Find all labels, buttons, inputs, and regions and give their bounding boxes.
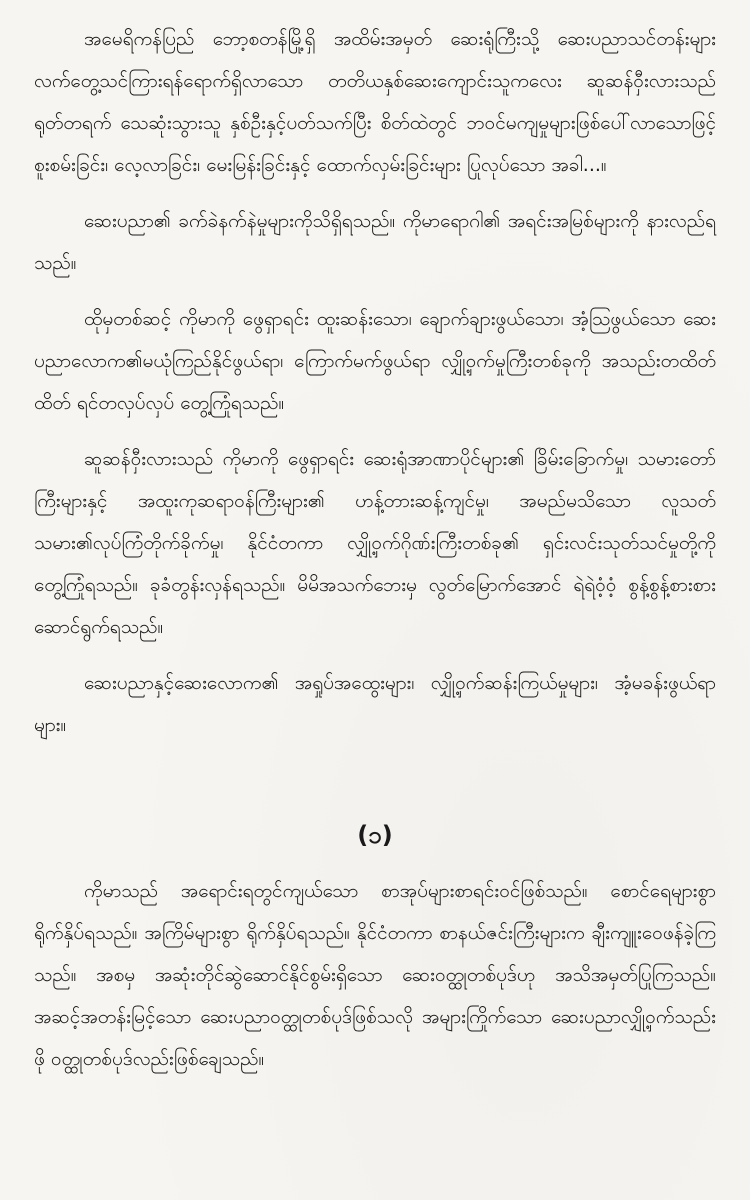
paragraph-susan-struggle: ဆူဆန်ဝှီးလားသည် ကိုမာကို ဖွေရှာရင်း ဆေးရုံအာဏာပိုင်များ၏ ခြိမ်းခြောက်မှု၊ သမားတော်ကြီးများနှင့် အထူးကုဆရာဝန်ကြီးများ၏ ဟန့်တားဆန့်ကျင်မှု၊ အမည်မသိသော လူသတ်သမား၏လုပ်ကြံတိုက်ခိုက်မှု၊ နိုင်ငံတကာ လျှို့ဝှက်ဂိုဏ်းကြီးတစ်ခု၏ ရှင်းလင်းသုတ်သင်မှုတို့ကို တွေ့ကြုံရသည်။ ခုခံတွန်းလှန်ရသည်။ မိမိအသက်ဘေးမှ လွတ်မြောက်အောင် ရဲရဲဝံ့ဝံ့ စွန့်စွန့်စားစားဆောင်ရွက်ရသည်။ bbox=[34, 448, 716, 638]
section-heading: (၁) bbox=[357, 821, 393, 849]
paragraph-coma-discovery: ထိုမှတစ်ဆင့် ကိုမာကို ဖွေရှာရင်း ထူးဆန်းသော၊ ချောက်ချားဖွယ်သော၊ အံ့သြဖွယ်သော ဆေးပညာလောက၏မယုံကြည်နိုင်ဖွယ်ရာ၊ ကြောက်မက်ဖွယ်ရာ လျှို့ဝှက်မှုကြီးတစ်ခုကို အသည်းတထိတ်ထိတ် ရင်တလှပ်လှပ် တွေ့ကြုံရသည်။ bbox=[34, 308, 716, 414]
paragraph-medical-complexity: ဆေးပညာ၏ ခက်ခဲနက်နဲမှုများကိုသိရှိရသည်။ ကိုမာရောဂါ၏ အရင်းအမြစ်များကို နားလည်ရသည်။ bbox=[34, 210, 716, 274]
paragraph-bestseller: ကိုမာသည် အရောင်းရတွင်ကျယ်သော စာအုပ်များစာရင်းဝင်ဖြစ်သည်။ စောင်ရေများစွာ ရိုက်နှိပ်ရသည်။ အကြိမ်များစွာ ရိုက်နှိပ်ရသည်။ နိုင်ငံတကာ စာနယ်ဇင်းကြီးများက ချီးကျူးဝေဖန်ခဲ့ကြသည်။ အစမှ အဆုံးတိုင်ဆွဲဆောင်နိုင်စွမ်းရှိသော ဆေးဝတ္ထုတစ်ပုဒ်ဟု အသိအမှတ်ပြုကြသည်။ အဆင့်အတန်းမြင့်သော ဆေးပညာဝတ္ထုတစ်ပုဒ်ဖြစ်သလို အများကြိုက်သော ဆေးပညာလျှို့ဝှက်သည်းဖို ဝတ္ထုတစ်ပုဒ်လည်းဖြစ်ချေသည်။ bbox=[34, 880, 716, 1070]
paragraph-medical-mysteries: ဆေးပညာနှင့်ဆေးလောက၏ အရှုပ်အထွေးများ၊ လျှို့ဝှက်ဆန်းကြယ်မှုများ၊ အံ့မခန်းဖွယ်ရာများ။ bbox=[34, 672, 716, 736]
paragraph-intro: အမေရိကန်ပြည် ဘော့စတန်မြို့ရှိ အထိမ်းအမှတ် ဆေးရုံကြီးသို့ ဆေးပညာသင်တန်းများ လက်တွေ့သင်ကြားရန်ရောက်ရှိလာသော တတိယနှစ်ဆေးကျောင်းသူကလေး ဆူဆန်ဝှီးလားသည် ရုတ်တရက် သေဆုံးသွားသူ နှစ်ဦးနှင့်ပတ်သက်ပြီး စိတ်ထဲတွင် ဘဝင်မကျမှုများဖြစ်ပေါ်လာသောဖြင့် စူးစမ်းခြင်း၊ လေ့လာခြင်း၊ မေးမြန်းခြင်းနှင့် ထောက်လှမ်းခြင်းများ ပြုလုပ်သော အခါ...။ bbox=[34, 28, 716, 176]
